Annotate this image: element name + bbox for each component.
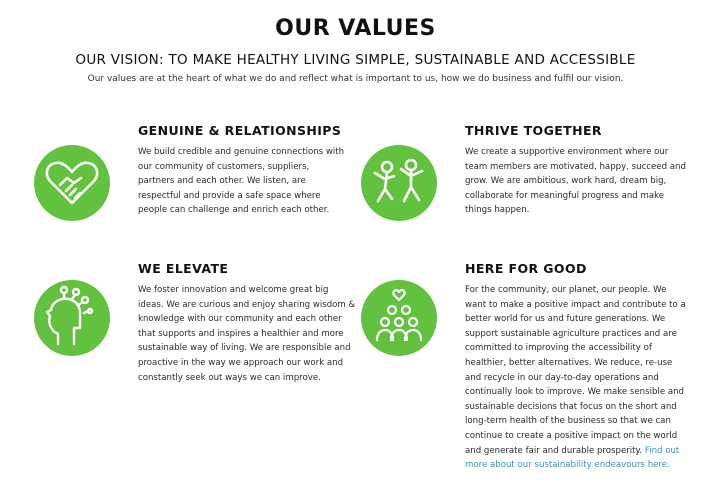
value-body: We foster innovation and welcome great big ideas. We are curious and enjoy sharing wisdom & knowledge with our community and each other that supports and inspires a healthier and more sustainable way of living. We are responsible and proactive in the way we approach our work and constantly seek out ways we can improve. xyxy=(138,285,356,383)
value-here-for-good xyxy=(465,261,690,473)
jumping-people-icon xyxy=(361,145,437,221)
sustainability-link[interactable]: Find out more about our sustainability endeavours here. xyxy=(465,445,680,471)
value-body xyxy=(465,283,690,473)
head-ideas-icon xyxy=(34,280,110,356)
value-title: GENUINE & RELATIONSHIPS xyxy=(138,123,342,138)
community-heart-icon xyxy=(361,280,437,356)
value-title: THRIVE TOGETHER xyxy=(465,123,602,138)
page-title: OUR VALUES xyxy=(275,16,436,41)
value-genuine-relationships xyxy=(138,123,348,218)
heart-handshake-icon xyxy=(34,145,110,221)
value-thrive-together xyxy=(465,123,690,218)
value-we-elevate xyxy=(138,261,356,385)
value-body-text: For the community, our planet, our people. We want to make a positive impact and contribute to a better world for us and future generations. We support sustainable agriculture practices and are committed to improving the accessibility of healthier, better alternatives. We reduce, re-use and recycle in our day-to-day operations and continually look to improve. We make sensible and sustainable decisions that focus on the short and long-term health of the business so that we can continue to create a positive impact on the world and generate fair and durable prosperity. xyxy=(465,285,686,456)
value-title: WE ELEVATE xyxy=(138,261,229,276)
value-body: We build credible and genuine connections with our community of customers, suppliers, partners and each other. We listen, are respectful and provide a safe space where people can challenge and enrich each other. xyxy=(138,147,345,216)
value-title: HERE FOR GOOD xyxy=(465,261,587,276)
vision-statement: OUR VISION: TO MAKE HEALTHY LIVING SIMPLE, SUSTAINABLE AND ACCESSIBLE xyxy=(75,52,636,68)
intro-text: Our values are at the heart of what we do and reflect what is important to us, how we do business and fulfil our vision. xyxy=(87,74,624,84)
value-body: We create a supportive environment where our team members are motivated, happy, succeed and grow. We are ambitious, work hard, dream big, collaborate for meaningful progress and make things happen. xyxy=(465,147,686,216)
